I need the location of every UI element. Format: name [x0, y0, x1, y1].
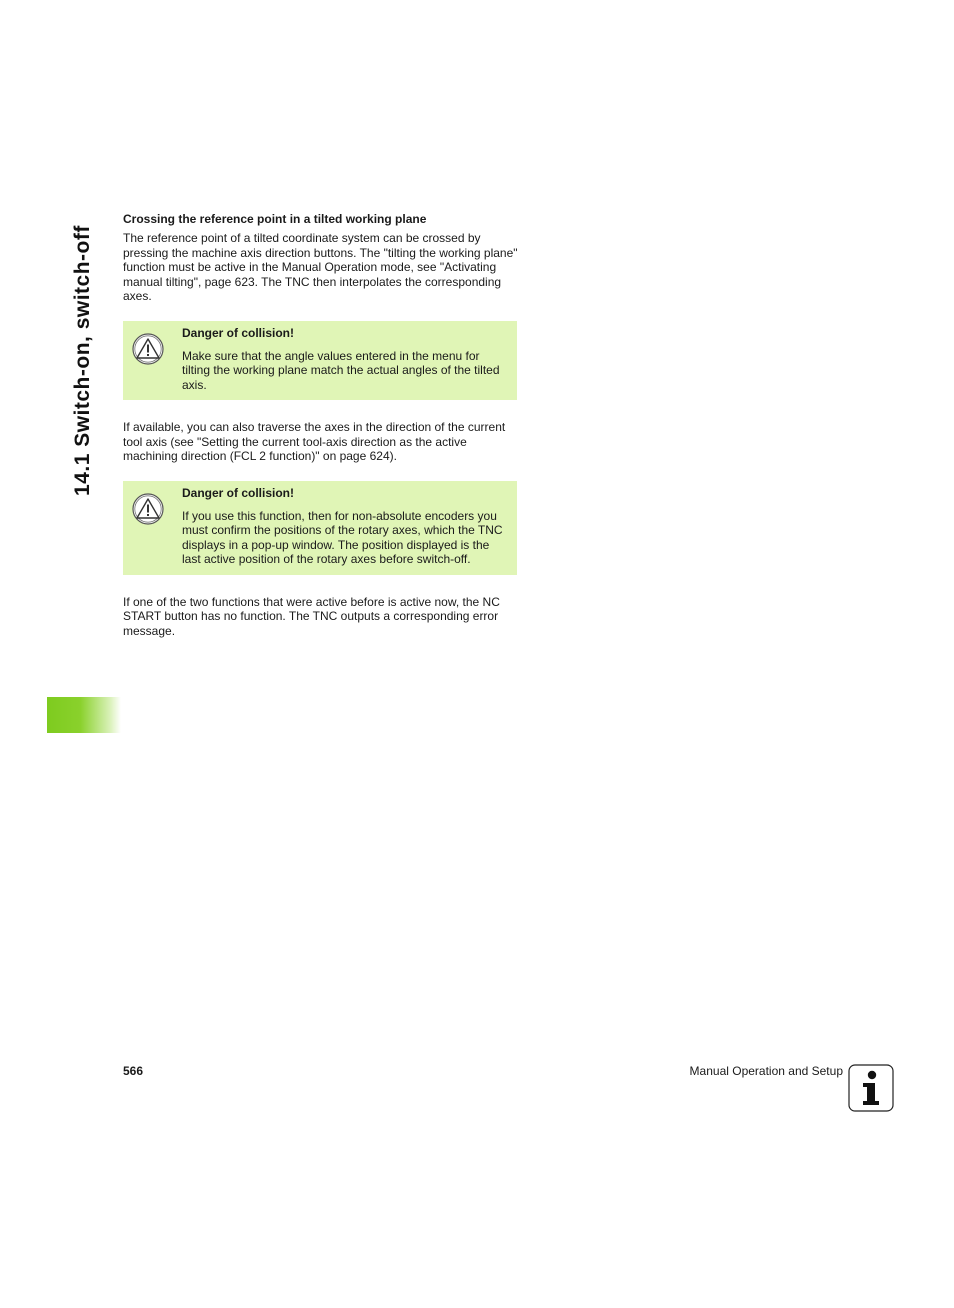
- intro-paragraph: The reference point of a tilted coordinate system can be crossed by pressing the machine axis direction buttons. The "tilting the working plane" function must be active in the Manual Operation mode, see "Activating manual tilting", page 623. The TNC then interpolates the corresponding axes.: [123, 231, 518, 303]
- warning-text: Make sure that the angle values entered in the menu for tilting the working plane match the actual angles of the tilted axis.: [182, 348, 500, 392]
- closing-paragraph: If one of the two functions that were active before is active now, the NC START button has no function. The TNC outputs a corresponding error message.: [123, 594, 500, 638]
- warning-triangle-icon: [132, 493, 164, 525]
- warning-text: If you use this function, then for non-absolute encoders you must confirm the positions of the rotary axes, which the TNC displays in a pop-up window. The position displayed is the last active position of the rotary axes before switch-off.: [182, 508, 503, 566]
- info-icon: [848, 1064, 894, 1112]
- chapter-side-title: 14.1 Switch-on, switch-off: [71, 225, 94, 496]
- warning-title: Danger of collision!: [182, 325, 295, 340]
- warning-title: Danger of collision!: [182, 485, 295, 500]
- footer-chapter-title: Manual Operation and Setup: [689, 1064, 843, 1078]
- tool-axis-paragraph: If available, you can also traverse the axes in the direction of the current tool axis (see "Setting the current tool-axis direction as the active machining direction (FCL 2 function)" on page 624).: [123, 420, 506, 463]
- warning-triangle-icon: [132, 333, 164, 365]
- collision-warning-1: [123, 321, 517, 401]
- main-content: [123, 212, 518, 638]
- page-number: 566: [123, 1064, 144, 1078]
- section-heading: Crossing the reference point in a tilted working plane: [123, 212, 427, 226]
- collision-warning-2: [123, 481, 517, 575]
- chapter-tab-marker: [47, 697, 121, 733]
